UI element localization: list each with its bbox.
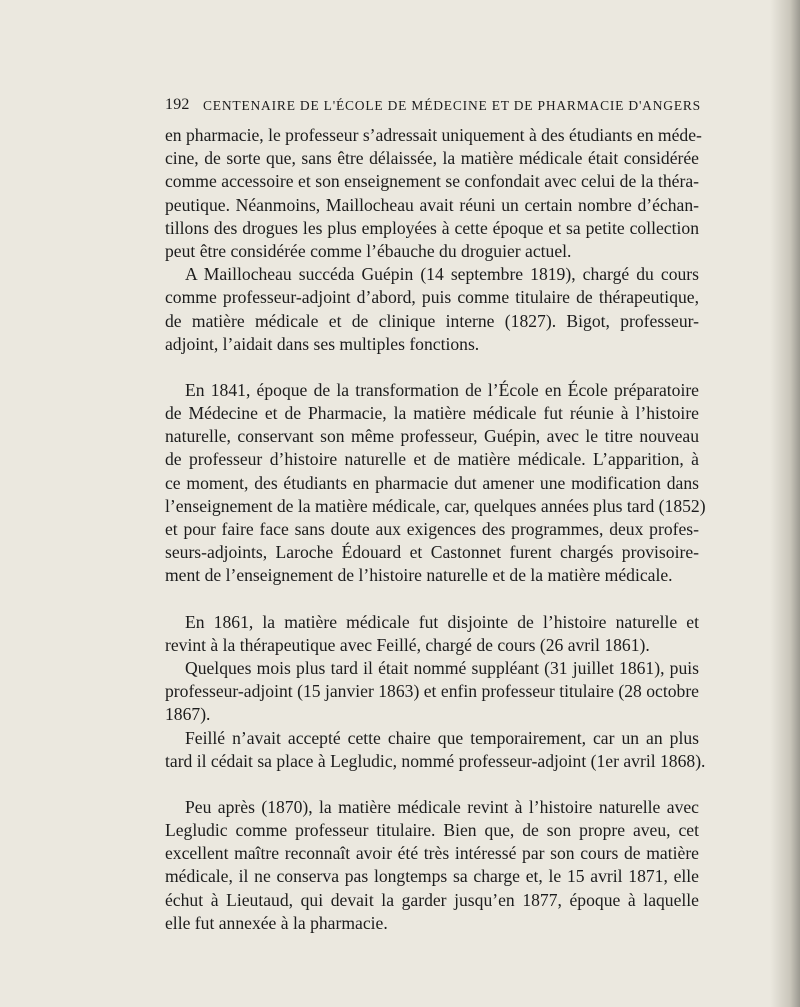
paragraph xyxy=(165,611,699,657)
text-line: Quelques mois plus tard il était nommé suppléant (31 juillet 1861), puis xyxy=(185,657,699,678)
running-title: CENTENAIRE DE L'ÉCOLE DE MÉDECINE ET DE PHARMACIE D'ANGERS xyxy=(203,98,701,113)
paragraph-gap xyxy=(165,773,699,796)
paragraph xyxy=(165,727,706,773)
text-line: Feillé n’avait accepté cette chaire que temporairement, car un an plus xyxy=(185,727,699,748)
text-line: et pour faire face sans doute aux exigences des programmes, deux profes- xyxy=(165,519,699,539)
text-line: adjoint, l’aidait dans ses multiples fonctions. xyxy=(165,333,480,354)
text-line: peutique. Néanmoins, Maillocheau avait réuni un certain nombre d’échan- xyxy=(165,194,699,215)
paragraph xyxy=(165,263,699,356)
text-line: échut à Lieutaud, qui devait la garder jusqu’en 1877, époque à laquelle xyxy=(165,889,699,910)
text-line: revint à la thérapeutique avec Feillé, chargé de cours (26 avril 1861). xyxy=(165,634,650,655)
text-line: elle fut annexée à la pharmacie. xyxy=(165,912,388,933)
text-line: ment de l’enseignement de l’histoire naturelle et de la matière médicale. xyxy=(165,565,673,586)
text-line: l’enseignement de la matière médicale, car, quelques années plus tard (1852) xyxy=(165,495,706,516)
text-line: excellent maître reconnaît avoir été très intéressé par son cours de matière xyxy=(165,843,699,864)
text-line: de professeur d’histoire naturelle et de matière médicale. L’apparition, à xyxy=(165,449,699,470)
paragraph xyxy=(165,796,699,935)
page-header xyxy=(165,96,701,118)
text-line: médicale, il ne conserva pas longtemps sa charge et, le 15 avril 1871, elle xyxy=(165,866,699,887)
text-line: A Maillocheau succéda Guépin (14 septembre 1819), chargé du cours xyxy=(185,264,699,285)
text-line: 1867). xyxy=(165,704,211,725)
text-line: En 1861, la matière médicale fut disjointe de l’histoire naturelle et xyxy=(185,611,699,632)
text-line: de matière médicale et de clinique interne (1827). Bigot, professeur- xyxy=(165,310,699,331)
body-text xyxy=(165,124,706,935)
text-line: tillons des drogues les plus employées à cette époque et sa petite collection xyxy=(165,217,699,238)
text-line: tard il cédait sa place à Legludic, nommé professeur-adjoint (1er avril 1868). xyxy=(165,750,706,771)
text-line: professeur-adjoint (15 janvier 1863) et enfin professeur titulaire (28 octobre xyxy=(165,681,699,702)
text-line: En 1841, époque de la transformation de l’École en École préparatoire xyxy=(185,379,699,400)
text-line: comme professeur-adjoint d’abord, puis comme titulaire de thérapeutique, xyxy=(165,287,699,308)
text-line: ce moment, des étudiants en pharmacie dut amener une modification dans xyxy=(165,472,699,493)
paragraph xyxy=(165,379,706,588)
paragraph xyxy=(165,124,702,263)
text-line: Legludic comme professeur titulaire. Bien que, de son propre aveu, cet xyxy=(165,820,699,841)
text-line: cine, de sorte que, sans être délaissée, la matière médicale était considérée xyxy=(165,148,699,169)
text-line: comme accessoire et son enseignement se confondait avec celui de la théra- xyxy=(165,171,699,192)
paragraph-gap xyxy=(165,588,699,611)
text-line: peut être considérée comme l’ébauche du droguier actuel. xyxy=(165,240,572,261)
text-line: seurs-adjoints, Laroche Édouard et Castonnet furent chargés provisoire- xyxy=(165,542,699,563)
text-line: en pharmacie, le professeur s’adressait uniquement à des étudiants en méde- xyxy=(165,125,702,145)
paragraph xyxy=(165,657,699,727)
text-line: Peu après (1870), la matière médicale revint à l’histoire naturelle avec xyxy=(185,796,699,817)
paragraph-gap xyxy=(165,356,699,379)
text-line: naturelle, conservant son même professeur, Guépin, avec le titre nouveau xyxy=(165,426,699,447)
text-line: de Médecine et de Pharmacie, la matière médicale fut réunie à l’histoire xyxy=(165,403,699,424)
page-number: 192 xyxy=(165,96,190,113)
